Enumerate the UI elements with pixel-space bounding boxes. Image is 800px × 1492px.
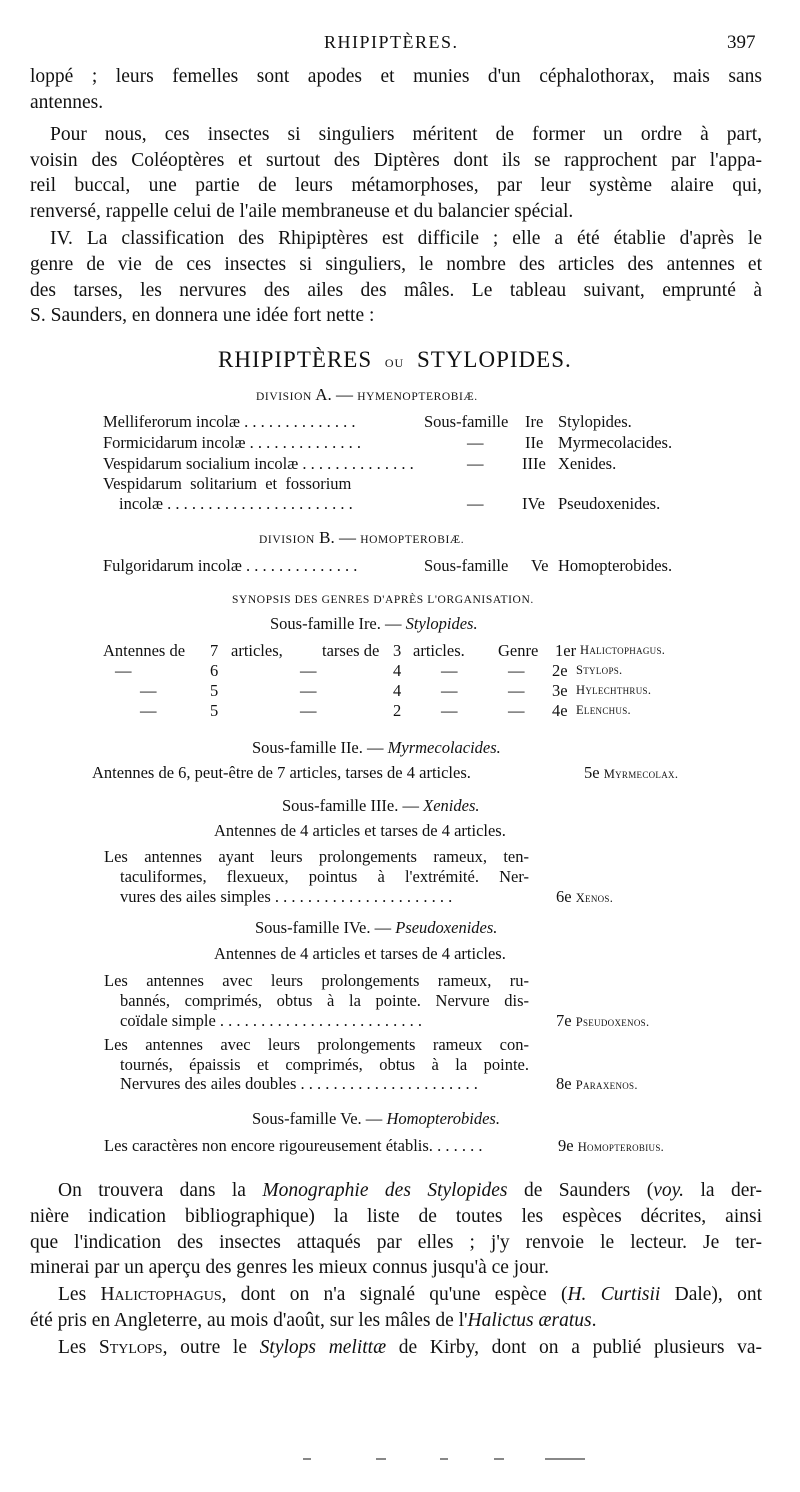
sf4-desc-line: Les antennes avec leurs prolongements rameux con- [104, 1035, 529, 1054]
division-a-heading [256, 385, 478, 405]
division-b-label: DIVISION [259, 534, 315, 546]
table-title-ou: ou [384, 352, 405, 371]
sf4-genus: 8e Paraxenos. [556, 1074, 638, 1093]
division-a-row-name: Xenides. [558, 454, 617, 473]
division-a-row-num: IVe [522, 494, 545, 513]
division-a-row-host: incolæ . . . . . . . . . . . . . . . . . . . . . . . [119, 494, 353, 513]
outro-p1-line1: On trouvera dans la Monographie des Stylopides de Saunders (voy. la der- [58, 1180, 762, 1201]
intro-p2-line4: renversé, rappelle celui de l'aile membraneuse et du balancier spécial. [30, 201, 574, 222]
division-b-row-family: Sous-famille [424, 556, 509, 575]
division-a-row-family: — [467, 433, 484, 452]
division-a-row-num: Ire [525, 412, 544, 431]
division-a-row-family: — [467, 494, 484, 513]
division-a-label: DIVISION [256, 391, 312, 403]
sf4-desc-line: Nervures des ailes doubles . . . . . . . . . . . . . . . . . . . . . . [120, 1074, 478, 1093]
intro-p3-line2: genre de vie de ces insectes si singuliers, le nombre des articles des antennes et [30, 254, 762, 275]
division-b-dash: — [339, 528, 356, 547]
sf3-heading: Sous-famille IIIe. — Xenides. [282, 796, 480, 815]
outro-p1-line4: minerai par un aperçu des genres les mieux connus jusqu'à ce jour. [30, 1257, 550, 1278]
division-a-row-num: IIe [525, 433, 544, 452]
intro-p3-line4: S. Saunders, en donnera une idée fort nette : [30, 305, 375, 326]
sf1-heading: Sous-famille Ire. — Stylopides. [270, 614, 478, 633]
sf4-desc-line: coïdale simple . . . . . . . . . . . . . . . . . . . . . . . . . [120, 1011, 423, 1030]
sf5-line: Les caractères non encore rigoureusement établis. . . . . . . [104, 1136, 483, 1155]
division-a-row-host: Vespidarum solitarium et fossorium [103, 474, 352, 493]
division-a-row-host: Formicidarum incolæ . . . . . . . . . . . . . . [103, 433, 362, 452]
sf4-heading: Sous-famille IVe. — Pseudoxenides. [255, 918, 498, 937]
division-a-letter: A. [315, 385, 332, 404]
footer-mark [303, 1458, 311, 1460]
intro-p2-line1: Pour nous, ces insectes si singuliers méritent de former un ordre à part, [50, 124, 762, 145]
intro-p2-line2: voisin des Coléoptères et surtout des Diptères dont ils se rapprochent par l'appa- [30, 150, 762, 171]
page-number: 397 [727, 32, 756, 53]
intro-p3-line3: des tarses, les nervures des ailes des mâles. Le tableau suivant, emprunté à [30, 280, 762, 301]
footer-mark [440, 1458, 448, 1460]
table-title [218, 347, 572, 373]
outro-p1-line2: nière indication bibliographique) la liste de toutes les espèces décrites, ainsi [30, 1206, 762, 1227]
footer-mark [376, 1458, 386, 1460]
sf2-genus: 5e Myrmecolax. [584, 763, 679, 782]
table-title-left: RHIPIPTÈRES [218, 347, 373, 372]
sf4-desc-line: tournés, épaissis et comprimés, obtus à la pointe. [120, 1055, 529, 1074]
sf3-subline: Antennes de 4 articles et tarses de 4 articles. [214, 821, 506, 840]
division-b-row-name: Homopterobides. [558, 556, 673, 575]
footer-mark [545, 1458, 585, 1460]
synopsis-title: SYNOPSIS DES GENRES D'APRÈS L'ORGANISATION. [232, 594, 534, 606]
sf2-line: Antennes de 6, peut-être de 7 articles, tarses de 4 articles. [92, 763, 471, 782]
outro-p2-line1: Les Halictophagus, dont on n'a signalé qu'une espèce (H. Curtisii Dale), ont [58, 1284, 763, 1305]
sf4-subline: Antennes de 4 articles et tarses de 4 articles. [214, 944, 506, 963]
sf2-heading: Sous-famille IIe. — Myrmecolacides. [252, 738, 501, 757]
sf3-desc-line: taculiformes, flexueux, pointus à l'extrémité. Ner- [120, 867, 529, 886]
table-title-right: STYLOPIDES. [416, 347, 572, 372]
outro-p3-line1: Les Stylops, outre le Stylops melittæ de Kirby, dont on a publié plusieurs va- [58, 1337, 762, 1358]
outro-p1-line3: que l'indication des insectes attaqués par elles ; j'y renvoie le lecteur. Je ter- [30, 1232, 762, 1253]
outro-p2-line2: été pris en Angleterre, au mois d'août, sur les mâles de l'Halictus æratus. [30, 1310, 597, 1331]
sf1-row: — 5 — 2 — — 4e Elenchus. [140, 701, 631, 720]
division-a-row-host: Vespidarum socialium incolæ . . . . . . . . . . . . . . [103, 454, 414, 473]
division-a-row-family: — [467, 454, 484, 473]
division-a-row-host: Melliferorum incolæ . . . . . . . . . . . . . . [103, 412, 356, 431]
division-a-row-family: Sous-famille [424, 412, 509, 431]
sf1-row: — 6 — 4 — — 2e Stylops. [115, 661, 623, 680]
sf4-desc-line: Les antennes avec leurs prolongements rameux, ru- [104, 971, 529, 990]
division-b-name: HOMOPTEROBIÆ. [360, 534, 465, 546]
sf3-desc-line: Les antennes ayant leurs prolongements rameux, ten- [104, 847, 529, 866]
running-title: RHIPIPTÈRES. [324, 32, 459, 52]
intro-p1-line2: antennes. [30, 92, 104, 113]
sf1-row: Antennes de 7 articles, tarses de 3 articles. Genre 1er Halictophagus. [103, 641, 666, 660]
sf3-desc-line: vures des ailes simples . . . . . . . . . . . . . . . . . . . . . . [120, 887, 453, 906]
sf4-genus: 7e Pseudoxenos. [556, 1011, 650, 1030]
sf4-desc-line: bannés, comprimés, obtus à la pointe. Nervure dis- [120, 991, 529, 1010]
sf5-heading: Sous-famille Ve. — Homopterobides. [252, 1109, 500, 1128]
division-a-row-name: Stylopides. [558, 412, 632, 431]
sf5-genus: 9e Homopterobius. [558, 1136, 665, 1155]
division-a-row-num: IIIe [522, 454, 546, 473]
division-b-letter: B. [319, 528, 335, 547]
division-b-row-num: Ve [531, 556, 549, 575]
intro-p1-line1: loppé ; leurs femelles sont apodes et munies d'un céphalothorax, mais sans [30, 66, 762, 87]
division-a-name: HYMENOPTEROBIÆ. [357, 391, 478, 403]
sf1-row: — 5 — 4 — — 3e Hylechthrus. [140, 681, 652, 700]
sf3-genus: 6e Xenos. [556, 887, 614, 906]
footer-mark [494, 1458, 504, 1460]
division-a-row-name: Pseudoxenides. [558, 494, 661, 513]
division-b-heading [259, 528, 464, 548]
division-a-dash: — [336, 385, 353, 404]
intro-p2-line3: reil buccal, une partie de leurs métamorphoses, par leur système alaire qui, [30, 175, 762, 196]
intro-p3-line1: IV. La classification des Rhipiptères est difficile ; elle a été établie d'après le [50, 228, 762, 249]
division-b-row-host: Fulgoridarum incolæ . . . . . . . . . . . . . . [103, 556, 358, 575]
division-a-row-name: Myrmecolacides. [558, 433, 673, 452]
